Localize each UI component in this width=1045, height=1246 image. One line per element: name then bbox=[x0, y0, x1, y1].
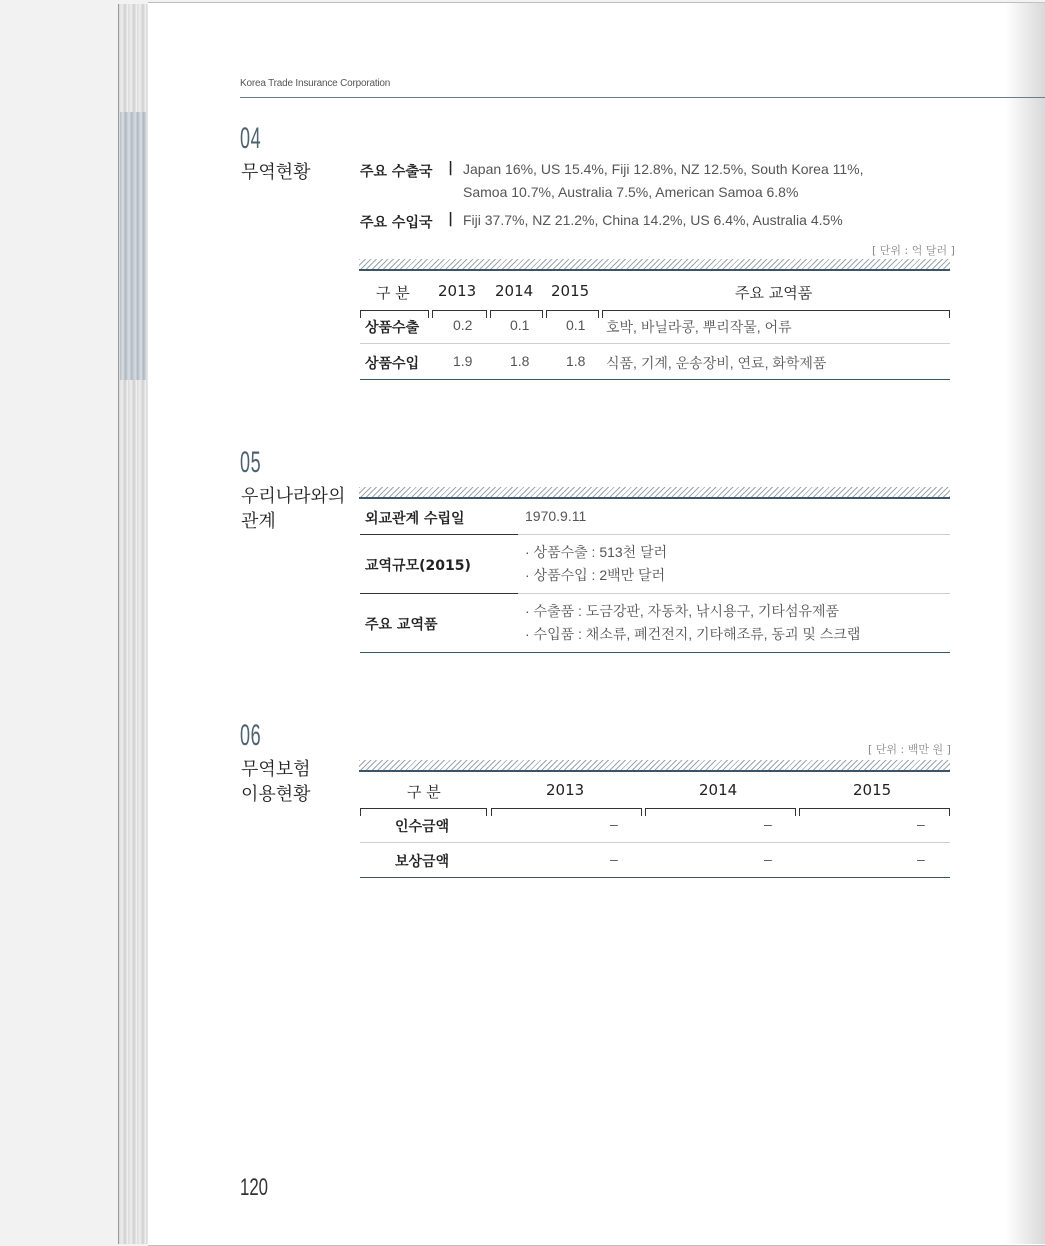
header-bracket-tick bbox=[799, 808, 800, 816]
header-bracket-tick bbox=[428, 310, 429, 318]
underwriting-2015: – bbox=[917, 816, 925, 832]
row-divider bbox=[360, 343, 950, 344]
main-import-label: 주요 수입국 bbox=[360, 215, 433, 231]
section-number-06: 06 bbox=[240, 719, 262, 752]
label-divider: | bbox=[448, 211, 454, 227]
main-goods-import: · 수입품 : 채소류, 폐건전지, 기타해조류, 동괴 및 스크랩 bbox=[525, 626, 861, 642]
header-bracket-tick bbox=[542, 310, 543, 318]
col-header-2014: 2014 bbox=[495, 282, 534, 300]
label-divider: | bbox=[448, 160, 454, 176]
table-top-hatch bbox=[359, 760, 950, 772]
section-title-line-1: 무역보험 bbox=[241, 759, 311, 780]
import-2014: 1.8 bbox=[510, 353, 530, 369]
running-header: Korea Trade Insurance Corporation bbox=[240, 78, 391, 89]
col-header-2014: 2014 bbox=[699, 781, 738, 799]
label-row-divider bbox=[360, 534, 518, 535]
header-bracket bbox=[491, 808, 641, 809]
page-curl-shadow bbox=[1005, 2, 1045, 1244]
col-header-2015: 2015 bbox=[551, 282, 590, 300]
compensation-2013: – bbox=[610, 851, 618, 867]
compensation-2015: – bbox=[917, 851, 925, 867]
section-number-05: 05 bbox=[240, 446, 262, 479]
trade-volume-import: · 상품수입 : 2백만 달러 bbox=[525, 567, 666, 583]
table-top-hatch bbox=[359, 259, 950, 271]
main-export-line-1: Japan 16%, US 15.4%, Fiji 12.8%, NZ 12.5%, South Korea 11%, bbox=[463, 161, 864, 177]
main-export-label: 주요 수출국 bbox=[360, 164, 433, 180]
col-header-category: 구 분 bbox=[407, 783, 441, 801]
header-bracket-tick bbox=[490, 310, 491, 318]
section-title-trade-status: 무역현황 bbox=[241, 162, 311, 183]
header-bracket bbox=[360, 808, 486, 809]
section-title-line-2: 관계 bbox=[241, 511, 276, 532]
header-bracket-tick bbox=[360, 808, 361, 816]
underwriting-2013: – bbox=[610, 816, 618, 832]
header-bracket bbox=[360, 310, 428, 311]
unit-label: [ 단위 : 억 달러 ] bbox=[872, 244, 955, 257]
label-row-divider bbox=[360, 593, 518, 594]
header-bracket bbox=[602, 310, 950, 311]
diplomatic-date: 1970.9.11 bbox=[525, 508, 587, 524]
col-header-2013: 2013 bbox=[546, 781, 585, 799]
table-bottom-rule bbox=[360, 652, 950, 653]
import-2015: 1.8 bbox=[566, 353, 586, 369]
header-bracket-tick bbox=[546, 310, 547, 318]
table-top-hatch bbox=[359, 487, 950, 499]
export-2013: 0.2 bbox=[453, 317, 473, 333]
diplomatic-label: 외교관계 수립일 bbox=[365, 511, 465, 527]
header-bracket bbox=[490, 310, 542, 311]
section-title-line-1: 우리나라와의 bbox=[241, 486, 346, 507]
col-header-category: 구 분 bbox=[376, 284, 410, 302]
main-goods-label: 주요 교역품 bbox=[365, 617, 438, 633]
main-goods-export: · 수출품 : 도금강판, 자동차, 낚시용구, 기타섬유제품 bbox=[525, 603, 840, 619]
header-bracket-tick bbox=[432, 310, 433, 318]
trade-volume-label: 교역규모(2015) bbox=[365, 558, 471, 574]
header-bracket-tick bbox=[598, 310, 599, 318]
export-2014: 0.1 bbox=[510, 317, 530, 333]
export-2015: 0.1 bbox=[566, 317, 586, 333]
main-import-line: Fiji 37.7%, NZ 21.2%, China 14.2%, US 6.4%, Australia 4.5% bbox=[463, 212, 843, 228]
row-label-underwriting: 인수금액 bbox=[395, 819, 450, 835]
row-label-compensation: 보상금액 bbox=[395, 854, 450, 870]
row-divider bbox=[360, 842, 950, 843]
row-label-import: 상품수입 bbox=[365, 356, 420, 372]
header-bracket-tick bbox=[949, 310, 950, 318]
page-number: 120 bbox=[240, 1174, 269, 1201]
header-bracket-tick bbox=[645, 808, 646, 816]
compensation-2014: – bbox=[764, 851, 772, 867]
trade-volume-export: · 상품수출 : 513천 달러 bbox=[525, 544, 668, 560]
header-bracket bbox=[645, 808, 795, 809]
header-bracket bbox=[546, 310, 598, 311]
import-2013: 1.9 bbox=[453, 353, 473, 369]
header-rule bbox=[240, 97, 1045, 98]
header-bracket-tick bbox=[360, 310, 361, 318]
header-bracket-tick bbox=[491, 808, 492, 816]
export-goods: 호박, 바닐라콩, 뿌리작물, 어류 bbox=[606, 319, 792, 335]
header-bracket bbox=[432, 310, 486, 311]
section-title-line-2: 이용현황 bbox=[241, 784, 311, 805]
underwriting-2014: – bbox=[764, 816, 772, 832]
header-bracket-tick bbox=[486, 310, 487, 318]
header-bracket-tick bbox=[486, 808, 487, 816]
row-divider bbox=[518, 534, 950, 535]
row-divider bbox=[518, 593, 950, 594]
table-bottom-rule bbox=[360, 379, 950, 380]
col-header-2013: 2013 bbox=[438, 282, 477, 300]
spine-band bbox=[120, 112, 146, 380]
header-bracket-tick bbox=[795, 808, 796, 816]
col-header-main-goods: 주요 교역품 bbox=[735, 284, 813, 302]
main-export-line-2: Samoa 10.7%, Australia 7.5%, American Samoa 6.8% bbox=[463, 184, 799, 200]
header-bracket-tick bbox=[641, 808, 642, 816]
unit-label: [ 단위 : 백만 원 ] bbox=[868, 743, 951, 756]
import-goods: 식품, 기계, 운송장비, 연료, 화학제품 bbox=[606, 355, 827, 371]
header-bracket-tick bbox=[949, 808, 950, 816]
table-bottom-rule bbox=[360, 877, 950, 878]
section-number-04: 04 bbox=[240, 122, 262, 155]
row-label-export: 상품수출 bbox=[365, 320, 420, 336]
header-bracket-tick bbox=[602, 310, 603, 318]
col-header-2015: 2015 bbox=[853, 781, 892, 799]
header-bracket bbox=[799, 808, 950, 809]
